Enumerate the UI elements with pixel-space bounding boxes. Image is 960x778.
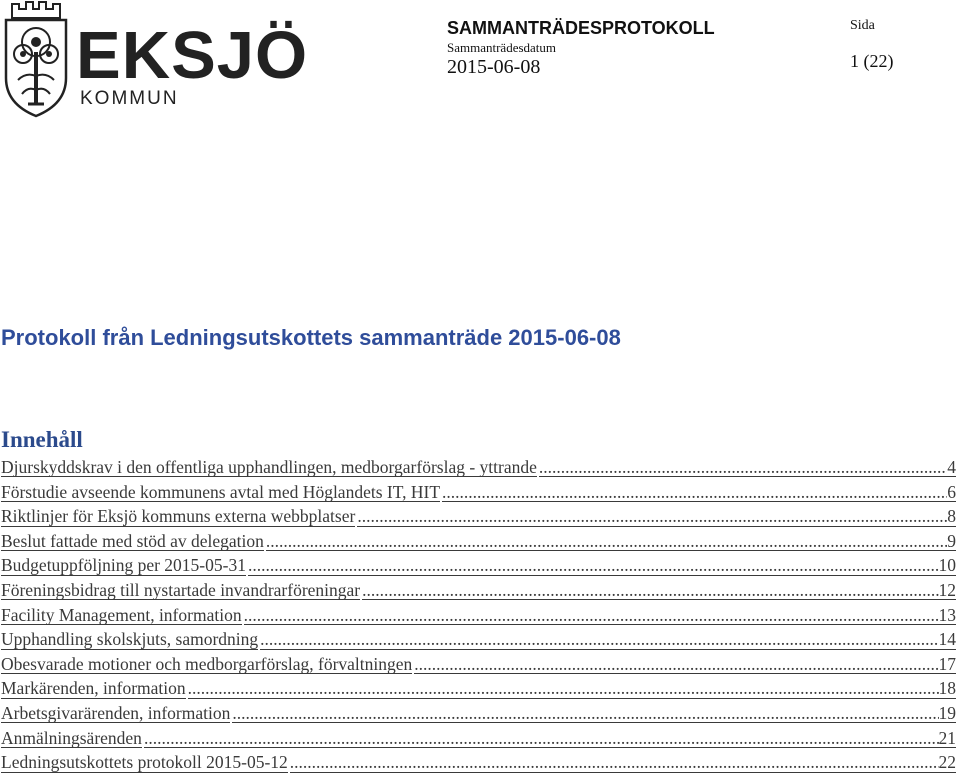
toc-entry-title[interactable]: Förstudie avseende kommunens avtal med Höglandets IT, HIT (1, 481, 441, 502)
coat-of-arms-icon (2, 0, 70, 118)
toc-entry-title[interactable]: Riktlinjer för Eksjö kommuns externa webbplatser (1, 506, 356, 527)
toc-leader (188, 679, 939, 698)
toc-leader (362, 581, 938, 600)
toc-leader (290, 753, 939, 772)
toc-leader (244, 606, 939, 625)
toc-leader (539, 458, 947, 477)
toc-entry-page[interactable]: 22 (938, 752, 956, 773)
eksjo-kommun-logo (0, 0, 309, 120)
toc-leader (266, 532, 947, 551)
toc-entry-title[interactable]: Obesvarade motioner och medborgarförslag, förvaltningen (1, 653, 413, 674)
meeting-date-label: Sammanträdesdatum (447, 40, 557, 55)
toc-entry-page[interactable]: 13 (938, 604, 956, 625)
toc-entry-page[interactable]: 12 (938, 579, 956, 600)
toc-entry-title[interactable]: Ledningsutskottets protokoll 2015-05-12 (1, 752, 288, 773)
toc-entry-page[interactable]: 10 (938, 555, 956, 576)
toc-entry[interactable] (1, 532, 956, 557)
page-number: 1 (22) (850, 51, 894, 71)
toc-entry-title[interactable]: Budgetuppföljning per 2015-05-31 (1, 555, 246, 576)
toc-entry-title[interactable]: Facility Management, information (1, 604, 242, 625)
toc-entry-page[interactable]: 18 (938, 678, 956, 699)
toc-entry[interactable] (1, 458, 956, 483)
toc-entry-title[interactable]: Föreningsbidrag till nystartade invandrarföreningar (1, 579, 361, 600)
page-label: Sida (850, 18, 875, 33)
logo-subtitle: KOMMUN (80, 88, 179, 109)
toc-entry-title[interactable]: Anmälningsärenden (1, 727, 142, 748)
toc-entry[interactable] (1, 507, 956, 532)
toc-entry-page[interactable]: 14 (938, 629, 956, 650)
toc-entry-page[interactable]: 19 (938, 702, 956, 723)
toc-leader (144, 729, 939, 748)
document-title: Protokoll från Ledningsutskottets sammanträde 2015-06-08 (1, 325, 621, 350)
toc-leader (248, 556, 939, 575)
toc-leader (414, 655, 938, 674)
toc-entry[interactable] (1, 679, 956, 704)
toc-entry-title[interactable]: Beslut fattade med stöd av delegation (1, 530, 264, 551)
logo-wordmark: EKSJÖ (76, 18, 309, 93)
meeting-date: 2015-06-08 (447, 56, 541, 78)
toc-entry[interactable] (1, 556, 956, 581)
toc-entry[interactable] (1, 483, 956, 508)
toc-entry-page[interactable]: 21 (938, 727, 956, 748)
toc-entry[interactable] (1, 630, 956, 655)
toc-entry-page[interactable]: 6 (947, 481, 956, 502)
toc-entry-page[interactable]: 8 (947, 506, 956, 527)
toc-entry-title[interactable]: Upphandling skolskjuts, samordning (1, 629, 259, 650)
toc-entry[interactable] (1, 655, 956, 680)
toc-entry-title[interactable]: Arbetsgivarärenden, information (1, 702, 231, 723)
table-of-contents (1, 458, 956, 778)
toc-entry[interactable] (1, 581, 956, 606)
toc-entry[interactable] (1, 606, 956, 631)
toc-entry[interactable] (1, 704, 956, 729)
toc-entry-page[interactable]: 9 (947, 530, 956, 551)
toc-leader (260, 630, 938, 649)
toc-leader (357, 507, 947, 526)
toc-entry-page[interactable]: 17 (938, 653, 956, 674)
toc-entry-title[interactable]: Markärenden, information (1, 678, 186, 699)
toc-leader (442, 483, 947, 502)
header-title: SAMMANTRÄDESPROTOKOLL (447, 18, 715, 38)
toc-heading: Innehåll (1, 427, 83, 452)
toc-entry-page[interactable]: 4 (947, 457, 956, 477)
toc-entry[interactable] (1, 729, 956, 754)
toc-entry[interactable] (1, 753, 956, 778)
toc-entry-title[interactable]: Djurskyddskrav i den offentliga upphandlingen, medborgarförslag - yttrande (1, 457, 537, 477)
toc-leader (232, 704, 938, 723)
